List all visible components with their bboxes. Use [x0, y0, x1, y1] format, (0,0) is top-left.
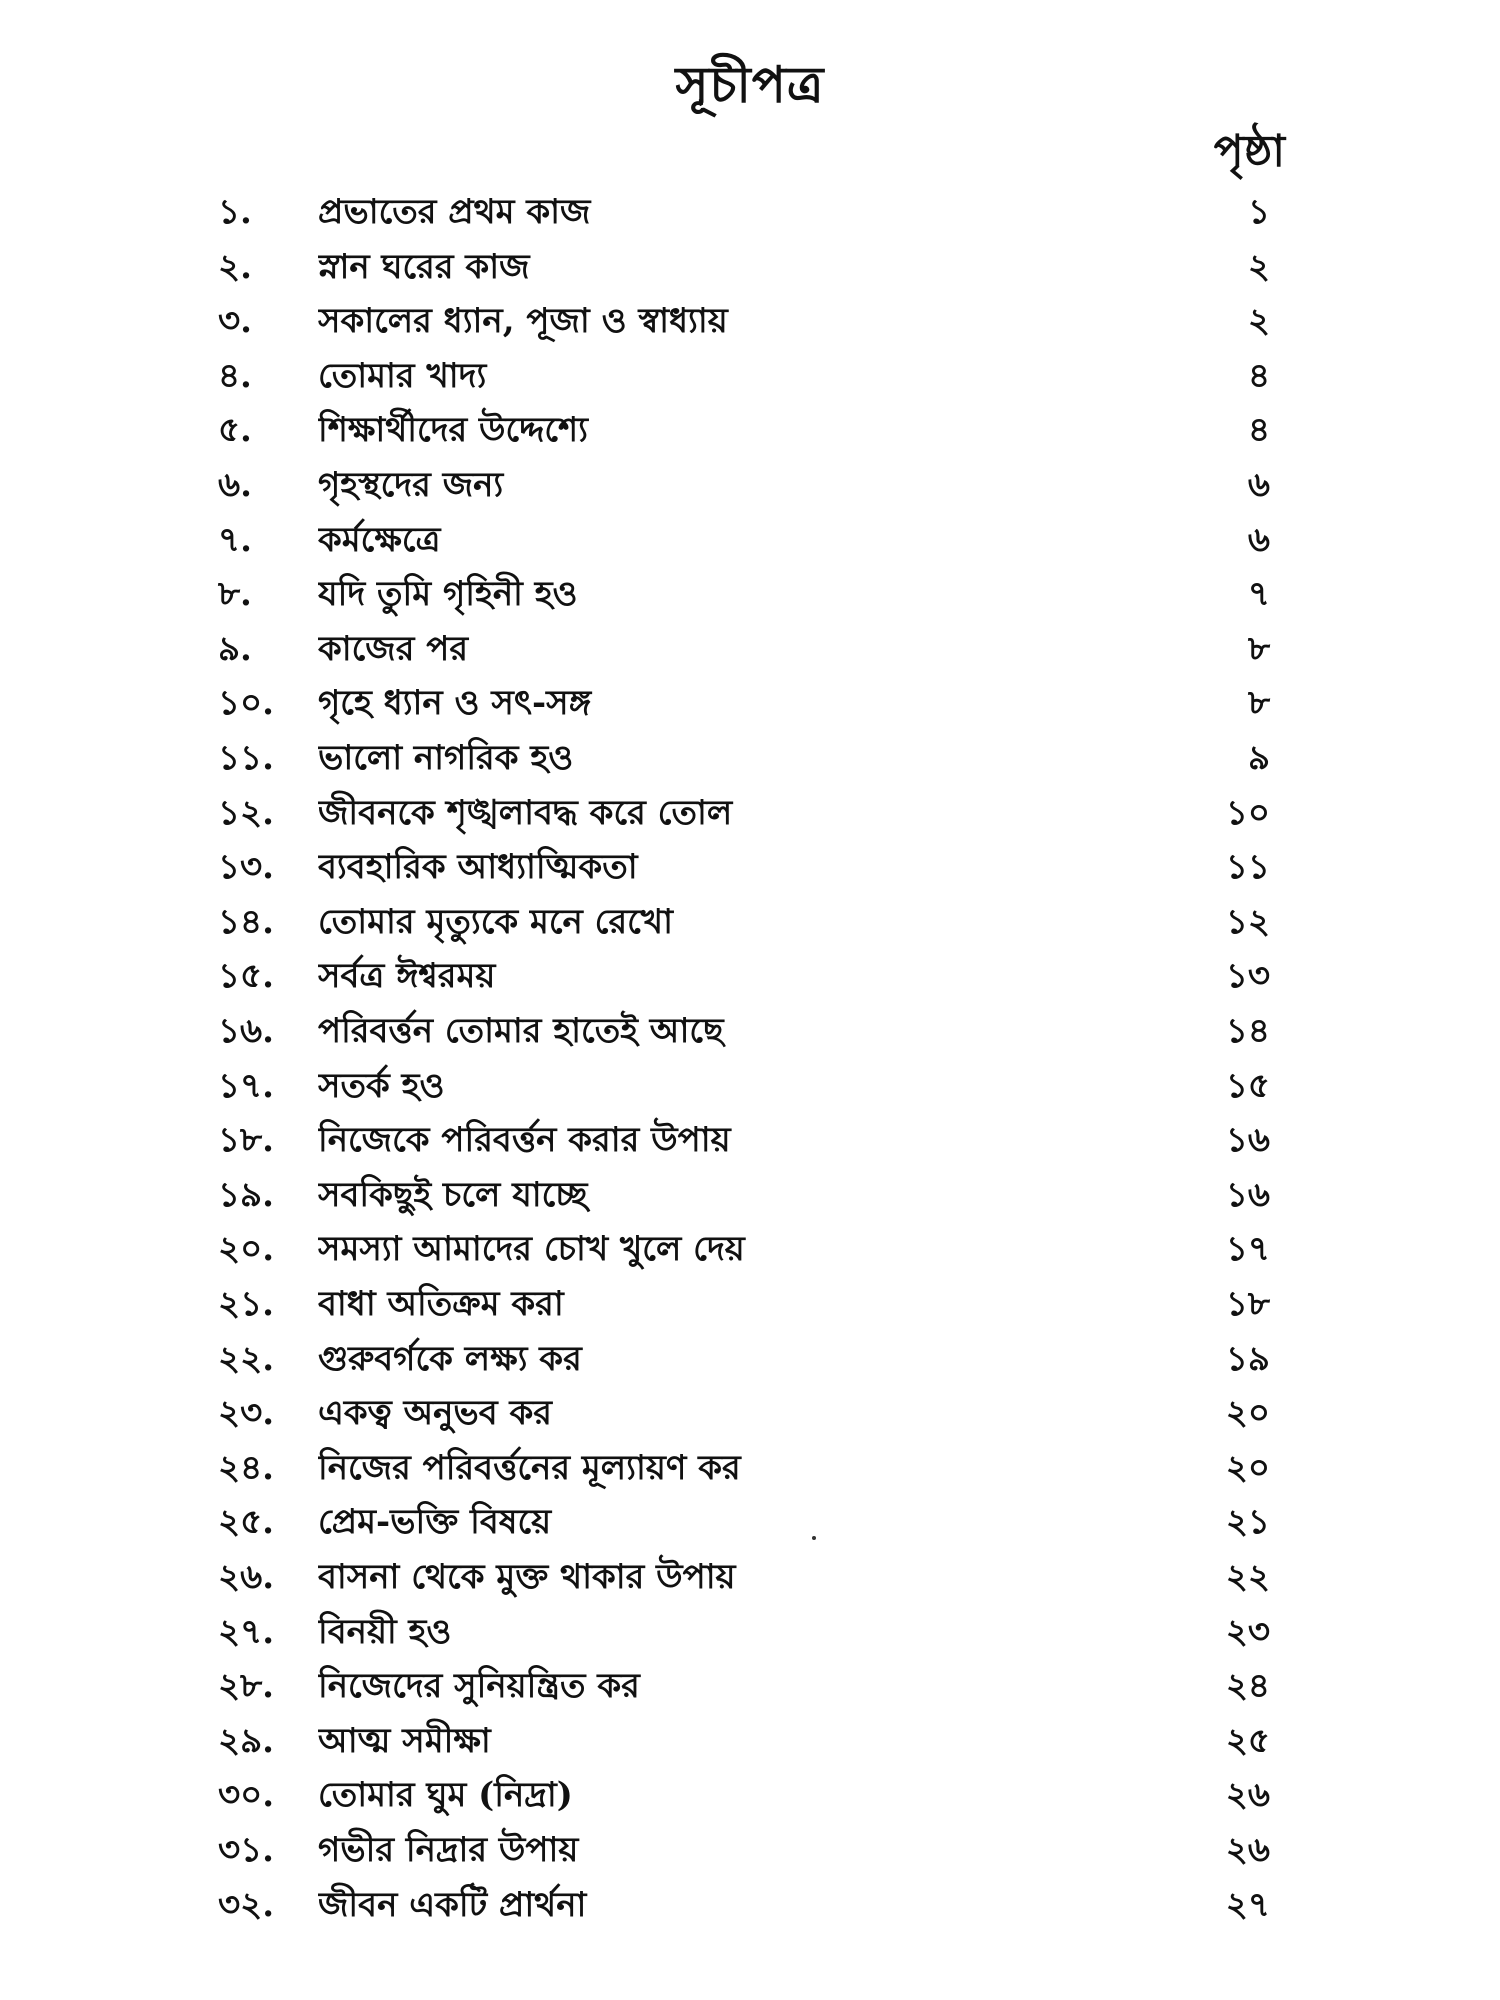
print-speck: [812, 1536, 816, 1540]
toc-entry-page: ১৯: [1225, 1338, 1270, 1379]
toc-entry-page: ৬: [1247, 519, 1270, 560]
toc-entry-number: ১০.: [218, 683, 275, 724]
toc-entry: [0, 622, 1500, 677]
toc-entry-number: ১৪.: [218, 901, 274, 942]
toc-entry: [0, 1605, 1500, 1660]
toc-entry: [0, 1495, 1500, 1550]
toc-entry-title: বাধা অতিক্রম করা: [318, 1284, 564, 1324]
toc-entry-page: ২৪: [1225, 1666, 1270, 1707]
toc-entry-page: ২০: [1225, 1393, 1270, 1434]
toc-entry-page: ১৪: [1225, 1011, 1270, 1051]
toc-entry: [0, 1059, 1500, 1114]
toc-entry-page: ১৬: [1225, 1120, 1270, 1161]
toc-entry: [0, 1823, 1500, 1878]
toc-entry-page: ৪: [1247, 410, 1270, 451]
toc-entry-page: ২১: [1225, 1502, 1270, 1543]
toc-entry-title: নিজেদের সুনিয়ন্ত্রিত কর: [318, 1666, 640, 1707]
toc-entry-number: ৫.: [218, 410, 252, 451]
toc-entry-number: ৮.: [218, 574, 252, 615]
toc-entry-page: ৪: [1247, 355, 1270, 396]
toc-entry-title: প্রভাতের প্রথম কাজ: [318, 192, 591, 232]
toc-entry-number: ১.: [218, 192, 252, 232]
toc-entry-number: ৩.: [218, 301, 252, 342]
toc-entry: [0, 1714, 1500, 1769]
toc-entry-title: সবকিছুই চলে যাচ্ছে: [318, 1174, 588, 1215]
toc-entry: [0, 1168, 1500, 1223]
toc-entry-number: ১৭.: [218, 1065, 275, 1106]
toc-entry-number: ২৬.: [218, 1557, 275, 1597]
toc-entry-number: ৪.: [218, 355, 252, 396]
toc-entry-page: ১: [1247, 192, 1270, 232]
toc-entry: [0, 349, 1500, 404]
page-title: সূচীপত্র: [675, 55, 825, 114]
toc-entry: [0, 786, 1500, 841]
toc-entry-page: ২৬: [1225, 1830, 1270, 1870]
toc-entry-page: ৯: [1247, 738, 1270, 778]
toc-entry-number: ১৫.: [218, 956, 274, 997]
toc-entry: [0, 1441, 1500, 1496]
toc-entry-title: জীবনকে শৃঙ্খলাবদ্ধ করে তোল: [318, 792, 733, 833]
toc-entry-number: ২০.: [218, 1229, 275, 1270]
toc-entry-title: ভালো নাগরিক হও: [318, 738, 574, 778]
toc-entry-number: ২৯.: [218, 1720, 275, 1761]
toc-entry: [0, 840, 1500, 895]
toc-entry-title: যদি তুমি গৃহিনী হও: [318, 574, 578, 615]
toc-entry-page: ১১: [1225, 847, 1270, 888]
toc-entry-title: কর্মক্ষেত্রে: [318, 519, 441, 560]
toc-entry: [0, 895, 1500, 950]
toc-entry: [0, 1659, 1500, 1714]
toc-entry-page: ২: [1247, 301, 1270, 342]
toc-entry-title: তোমার মৃত্যুকে মনে রেখো: [318, 901, 673, 942]
toc-entry: [0, 513, 1500, 568]
toc-entry-title: সমস্যা আমাদের চোখ খুলে দেয়: [318, 1229, 745, 1270]
toc-entry-page: ৮: [1247, 683, 1270, 724]
toc-entry-title: গৃহে ধ্যান ও সৎ-সঙ্গ: [318, 683, 592, 724]
toc-entry: [0, 1222, 1500, 1277]
toc-entry-number: ২৩.: [218, 1393, 275, 1434]
toc-entry-title: ব্যবহারিক আধ্যাত্মিকতা: [318, 847, 638, 888]
toc-entry-title: তোমার ঘুম (নিদ্রা): [318, 1775, 573, 1816]
toc-entry-title: আত্ম সমীক্ষা: [318, 1720, 491, 1761]
toc-entry-page: ২২: [1225, 1557, 1270, 1597]
toc-entry-page: ৬: [1247, 465, 1270, 505]
toc-entry: [0, 731, 1500, 786]
toc-entry-page: ১৫: [1225, 1065, 1270, 1106]
toc-entry-page: ২: [1247, 246, 1270, 287]
toc-entry: [0, 1878, 1500, 1933]
toc-entry-number: ২৫.: [218, 1502, 275, 1543]
toc-entry-number: ১৮.: [218, 1120, 274, 1161]
toc-entry-title: একত্ব অনুভব কর: [318, 1393, 552, 1434]
toc-entry-number: ৩১.: [218, 1830, 275, 1870]
toc-entry: [0, 949, 1500, 1004]
toc-entry-page: ২০: [1225, 1447, 1270, 1488]
toc-entry-title: শিক্ষার্থীদের উদ্দেশ্যে: [318, 410, 588, 451]
toc-entry-page: ১৭: [1225, 1229, 1270, 1270]
toc-entry-number: ২৮.: [218, 1666, 275, 1707]
toc-entry-number: ৬.: [218, 465, 252, 505]
toc-entry-title: প্রেম-ভক্তি বিষয়ে: [318, 1502, 552, 1543]
toc-entry: [0, 676, 1500, 731]
toc-entry: [0, 1550, 1500, 1605]
toc-entry-number: ৯.: [218, 628, 252, 669]
toc-entry-number: ৩২.: [218, 1884, 275, 1925]
toc-entry: [0, 1332, 1500, 1387]
toc-entry-page: ৮: [1247, 628, 1270, 669]
toc-entry-title: সতর্ক হও: [318, 1065, 445, 1106]
toc-entry-number: ৭.: [218, 519, 252, 560]
toc-entry-title: গভীর নিদ্রার উপায়: [318, 1830, 579, 1870]
toc-entry: [0, 1768, 1500, 1823]
toc-entry-number: ৩০.: [218, 1775, 275, 1816]
toc-entry-number: ১৩.: [218, 847, 275, 888]
toc-entry: [0, 1113, 1500, 1168]
toc-entry-number: ১৯.: [218, 1174, 274, 1215]
toc-entry-page: ১২: [1225, 901, 1270, 942]
toc-entry-page: ২৭: [1225, 1884, 1270, 1925]
toc-entry-number: ১২.: [218, 792, 275, 833]
toc-entry: [0, 1386, 1500, 1441]
toc-entry: [0, 567, 1500, 622]
toc-entry-title: গুরুবর্গকে লক্ষ্য কর: [318, 1338, 582, 1379]
toc-entry-number: ২১.: [218, 1284, 275, 1324]
page-column-heading: পৃষ্ঠা: [1213, 126, 1285, 177]
toc-entry-title: গৃহস্থদের জন্য: [318, 465, 504, 505]
toc-entry-page: ১৮: [1225, 1284, 1270, 1324]
toc-entry-page: ২৫: [1225, 1720, 1270, 1761]
toc-entry-title: সকালের ধ্যান, পূজা ও স্বাধ্যায়: [318, 301, 728, 342]
toc-entry-page: ৭: [1247, 574, 1270, 615]
toc-entry-title: সর্বত্র ঈশ্বরময়: [318, 956, 496, 997]
toc-entry-title: জীবন একটি প্রার্থনা: [318, 1884, 587, 1925]
toc-entry-number: ২.: [218, 246, 252, 287]
toc-entry: [0, 1277, 1500, 1332]
toc-entry-title: বাসনা থেকে মুক্ত থাকার উপায়: [318, 1557, 736, 1597]
toc-entry-title: পরিবর্ত্তন তোমার হাতেই আছে: [318, 1011, 724, 1051]
toc-entry: [0, 240, 1500, 295]
toc-entry: [0, 294, 1500, 349]
toc-entry-number: ১১.: [218, 738, 274, 778]
toc-entry-page: ১০: [1225, 792, 1270, 833]
toc-entry: [0, 185, 1500, 240]
toc-entry-number: ২২.: [218, 1338, 275, 1379]
toc-entry-title: তোমার খাদ্য: [318, 355, 487, 396]
toc-entry: [0, 403, 1500, 458]
toc-entry: [0, 458, 1500, 513]
toc-entry-page: ২৬: [1225, 1775, 1270, 1816]
toc-entry: [0, 1004, 1500, 1059]
toc-entry-title: কাজের পর: [318, 628, 469, 669]
toc-entry-page: ১৩: [1225, 956, 1270, 997]
toc-entry-number: ২৭.: [218, 1611, 275, 1652]
toc-entry-title: স্নান ঘরের কাজ: [318, 246, 530, 287]
toc-entry-page: ২৩: [1225, 1611, 1270, 1652]
toc-entry-title: নিজেকে পরিবর্ত্তন করার উপায়: [318, 1120, 731, 1161]
toc-entry-title: নিজের পরিবর্ত্তনের মূল্যায়ণ কর: [318, 1447, 741, 1488]
toc-entry-page: ১৬: [1225, 1174, 1270, 1215]
toc-entry-title: বিনয়ী হও: [318, 1611, 452, 1652]
toc-entry-number: ২৪.: [218, 1447, 275, 1488]
toc-entry-number: ১৬.: [218, 1011, 275, 1051]
